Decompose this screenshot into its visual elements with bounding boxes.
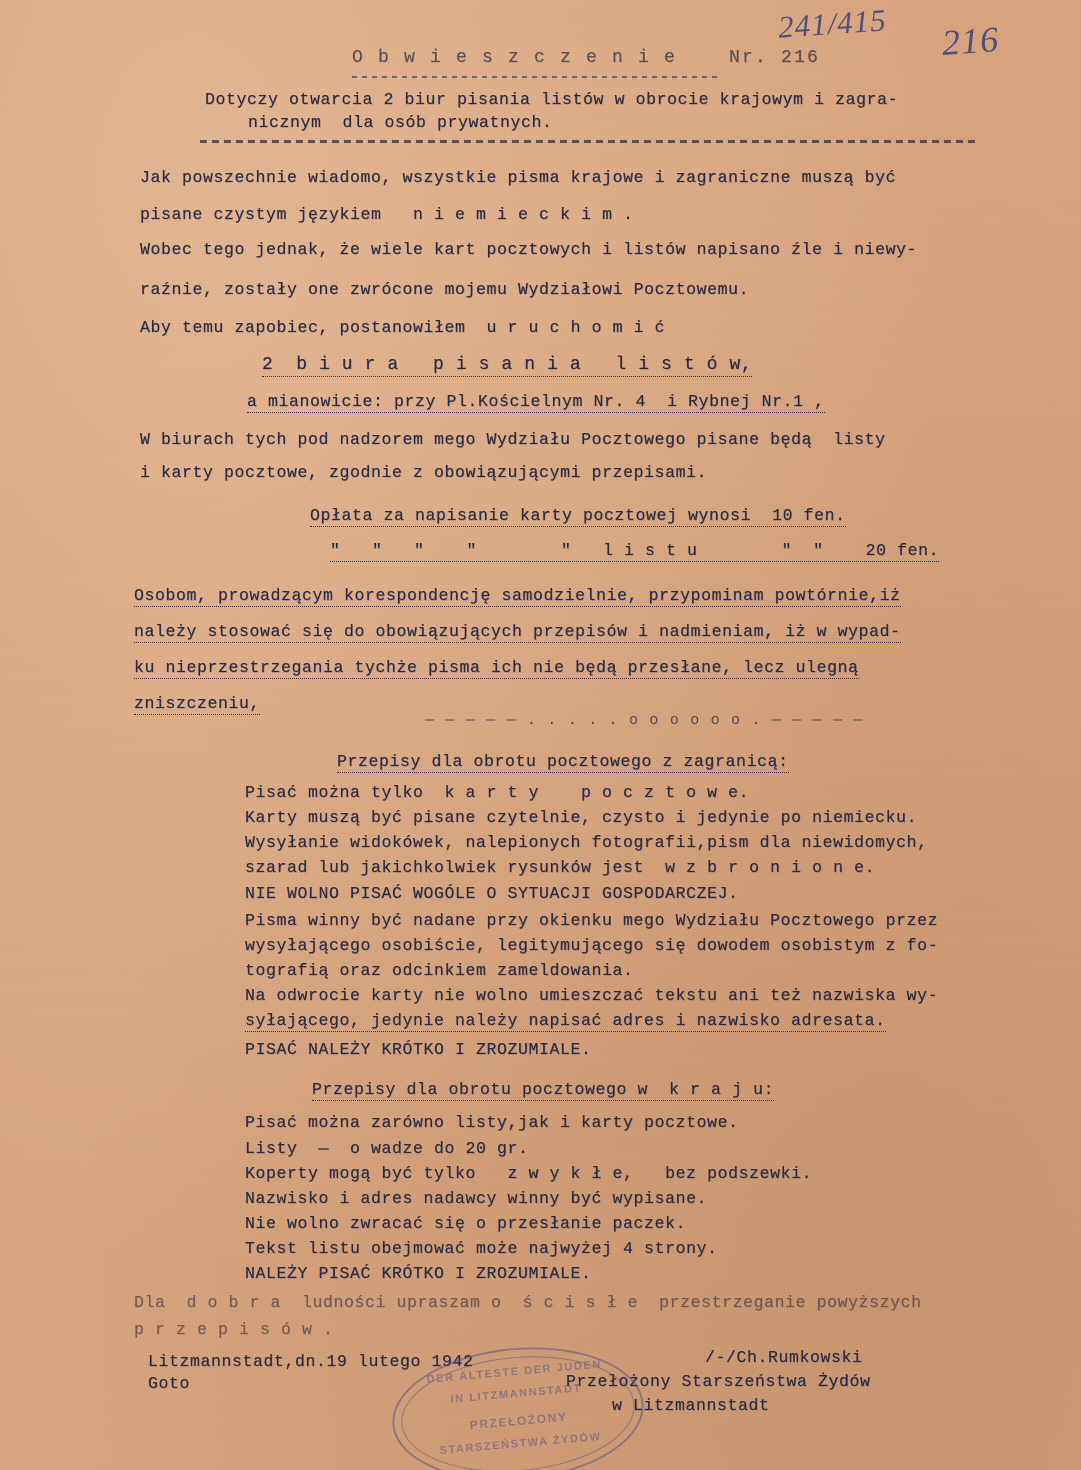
foreign-rule-3: Wysyłanie widokówek, nalepionych fotografii,pism dla niewidomych, [245,833,928,852]
signature-place-date: Litzmannstadt,dn.19 lutego 1942 [148,1352,474,1371]
handwritten-page-number: 216 [940,19,1001,63]
foreign-rule-7: wysyłającego osobiście, legitymującego się dowodem osobistym z fo- [245,936,939,955]
title-underline-rule [352,76,722,78]
foreign-rule-2: Karty muszą być pisane czytelnie, czysto i jedynie po niemiecku. [245,808,918,827]
foreign-rule-9: Na odwrocie karty nie wolno umieszczać tekstu ani też nazwiska wy- [245,986,939,1005]
handwritten-archive-ref: 241/415 [776,2,888,45]
warning-line-4: zniszczeniu, [134,694,261,713]
warning-line-1: Osobom, prowadzącym korespondencję samodzielnie, przypominam powtórnie,iż [134,586,901,605]
stamp-line-4: STARSZEŃSTWA ŻYDÓW [439,1430,603,1457]
stamp-line-3: PRZEŁOŻONY [469,1409,569,1433]
foreign-rule-1: Pisać można tylko k a r t y p o c z t o w e. [245,783,750,802]
foreign-rule-10: syłającego, jedynie należy napisać adres i nazwisko adresata. [245,1011,886,1030]
offices-heading: 2 b i u r a p i s a n i a l i s t ó w, [262,355,753,375]
intro-line-1: Jak powszechnie wiadomo, wszystkie pisma krajowe i zagraniczne muszą być [140,168,897,187]
header-separator-rule [200,140,980,143]
intro-line-4: raźnie, zostały one zwrócone mojemu Wydziałowi Pocztowemu. [140,280,750,299]
domestic-rule-6: Tekst listu obejmować może najwyżej 4 strony. [245,1239,718,1258]
signature-place-date-suffix: Goto [148,1374,191,1393]
subject-line-2: nicznym dla osób prywatnych. [248,113,553,132]
closing-line-2: p r z e p i s ó w . [134,1320,334,1339]
intro-line-5: Aby temu zapobiec, postanowiłem u r u c h o m i ć [140,318,666,337]
foreign-section-heading: Przepisy dla obrotu pocztowego z zagranicą: [337,752,789,771]
domestic-rule-5: Nie wolno zwracać się o przesłanie paczek. [245,1214,687,1233]
foreign-rule-4: szarad lub jakichkolwiek rysunków jest w z b r o n i o n e. [245,858,876,877]
mid-separator: — — — — — . . . . . o o o o o o . — — — — — [425,712,864,729]
stamp-mid-text: IN LITZMANNSTADT [450,1382,583,1406]
signer-name: /-/Ch.Rumkowski [705,1348,863,1367]
signer-title-line-1: Przełożony Starszeństwa Żydów [566,1372,871,1391]
domestic-rule-3: Koperty mogą być tylko z w y k ł e, bez podszewki. [245,1164,813,1183]
stamp-top-text: DER ÄLTESTE DER JUDEN [426,1358,603,1386]
offices-note-line-1: W biurach tych pod nadzorem mego Wydziału Pocztowego pisane będą listy [140,430,886,449]
domestic-rule-2: Listy — o wadze do 20 gr. [245,1139,529,1158]
foreign-rule-11-caps: PISAĆ NALEŻY KRÓTKO I ZROZUMIALE. [245,1040,592,1059]
foreign-rule-6: Pisma winny być nadane przy okienku mego Wydziału Pocztowego przez [245,911,939,930]
page-title: O b w i e s z c z e n i e Nr. 216 [352,48,821,68]
intro-line-3: Wobec tego jednak, że wiele kart pocztowych i listów napisano źle i niewy- [140,240,918,259]
subject-line-1: Dotyczy otwarcia 2 biur pisania listów w obrocie krajowym i zagra- [205,90,899,109]
domestic-rule-7-caps: NALEŻY PISAĆ KRÓTKO I ZROZUMIALE. [245,1264,592,1283]
foreign-rule-5-caps: NIE WOLNO PISAĆ WOGÓLE O SYTUACJI GOSPODARCZEJ. [245,884,739,903]
fee-letter: " " " " " l i s t u " " 20 fen. [330,541,940,560]
closing-line-1: Dla d o b r a ludności upraszam o ś c i s ł e przestrzeganie powyższych [134,1293,922,1312]
warning-line-2: należy stosować się do obowiązujących przepisów i nadmieniam, iż w wypad- [134,622,901,641]
domestic-rule-1: Pisać można zarówno listy,jak i karty pocztowe. [245,1113,739,1132]
offices-note-line-2: i karty pocztowe, zgodnie z obowiązującymi przepisami. [140,463,708,482]
offices-address: a mianowicie: przy Pl.Kościelnym Nr. 4 i Rybnej Nr.1 , [247,392,825,411]
domestic-section-heading: Przepisy dla obrotu pocztowego w k r a j u: [312,1080,775,1099]
fee-postcard: Opłata za napisanie karty pocztowej wynosi 10 fen. [310,506,846,525]
signer-title-line-2: w Litzmannstadt [612,1396,770,1415]
warning-line-3: ku nieprzestrzegania tychże pisma ich nie będą przesłane, lecz ulegną [134,658,859,677]
foreign-rule-8: tografią oraz odcinkiem zameldowania. [245,961,634,980]
domestic-rule-4: Nazwisko i adres nadawcy winny być wypisane. [245,1189,708,1208]
intro-line-2: pisane czystym językiem n i e m i e c k i m . [140,205,634,224]
